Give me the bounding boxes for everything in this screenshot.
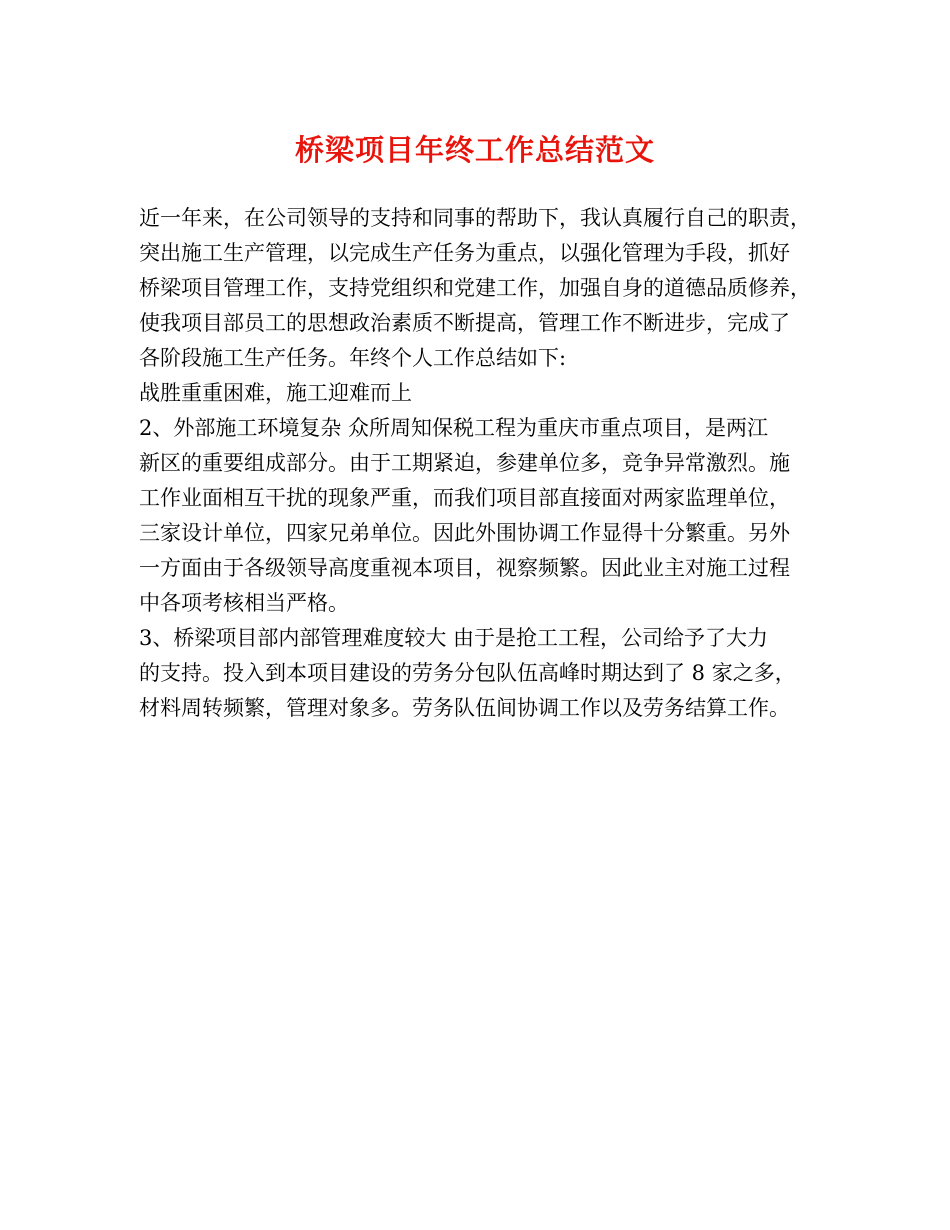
- text-line: 中各项考核相当严格。: [139, 591, 349, 615]
- text-line: 的支持。投入到本项目建设的劳务分包队伍高峰时期达到了 8 家之多，: [139, 661, 796, 685]
- text-line: 工作业面相互干扰的现象严重，而我们项目部直接面对两家监理单位，: [139, 486, 790, 510]
- document-title: 桥梁项目年终工作总结范文: [294, 133, 655, 167]
- text-line: 2、外部施工环境复杂 众所周知保税工程为重庆市重点项目，是两江: [139, 416, 769, 440]
- text-line: 新区的重要组成部分。由于工期紧迫，参建单位多，竞争异常激烈。施: [139, 451, 790, 475]
- text-line: 近一年来，在公司领导的支持和同事的帮助下，我认真履行自己的职责，: [139, 206, 811, 230]
- text-line: 三家设计单位，四家兄弟单位。因此外围协调工作显得十分繁重。另外: [139, 521, 790, 545]
- text-line: 使我项目部员工的思想政治素质不断提高，管理工作不断进步，完成了: [139, 311, 790, 335]
- text-line: 3、桥梁项目部内部管理难度较大 由于是抢工工程，公司给予了大力: [139, 626, 769, 650]
- section-heading: 战胜重重困难，施工迎难而上: [139, 381, 412, 405]
- document-body: [139, 201, 839, 726]
- text-line: 材料周转频繁，管理对象多。劳务队伍间协调工作以及劳务结算工作。: [139, 696, 790, 720]
- text-line: 一方面由于各级领导高度重视本项目，视察频繁。因此业主对施工过程: [139, 556, 790, 580]
- text-line: 各阶段施工生产任务。年终个人工作总结如下:: [139, 346, 567, 370]
- text-line: 桥梁项目管理工作，支持党组织和党建工作，加强自身的道德品质修养，: [139, 276, 811, 300]
- text-line: 突出施工生产管理，以完成生产任务为重点，以强化管理为手段，抓好: [139, 241, 790, 265]
